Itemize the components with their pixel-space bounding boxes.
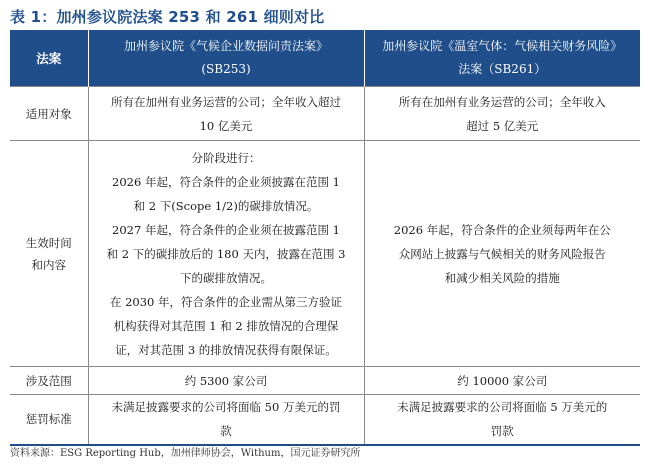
row-label-line: 涉及范围 xyxy=(25,373,72,388)
cell-sb261 xyxy=(364,87,640,141)
cell-line: 罚款 xyxy=(490,424,514,439)
cell-sb261 xyxy=(364,141,640,367)
cell-sb253 xyxy=(88,367,364,395)
row-label-line: 和内容 xyxy=(31,257,66,272)
row-label-line: 生效时间 xyxy=(25,235,72,250)
cell-sb253 xyxy=(88,87,364,141)
comparison-table xyxy=(10,30,640,446)
header-label: 法案 xyxy=(10,30,88,87)
cell-line: 未满足披露要求的公司将面临 5 万美元的 xyxy=(397,400,608,415)
cell-line: 机构获得对其范围 1 和 2 排放情况的合理保 xyxy=(113,318,339,333)
cell-sb253 xyxy=(88,395,364,445)
table-title: 表 1：加州参议院法案 253 和 261 细则对比 xyxy=(10,8,325,26)
header-sb253-line: 加州参议院《气候企业数据问责法案》 xyxy=(123,39,328,53)
table-row xyxy=(10,87,640,141)
source-note: 资料来源：ESG Reporting Hub，加州律师协会，Withum，国元证券研究所 xyxy=(10,448,361,459)
table-header-row xyxy=(10,30,640,87)
cell-line: 约 5300 家公司 xyxy=(184,373,268,388)
cell-sb253 xyxy=(88,141,364,367)
header-sb253 xyxy=(88,30,364,87)
table-row xyxy=(10,141,640,367)
table-row xyxy=(10,395,640,445)
cell-line: 和 2 下(Scope 1/2)的碳排放情况。 xyxy=(133,198,319,213)
header-sb253-line: (SB253) xyxy=(201,62,251,76)
cell-line: 证，对其范围 3 的排放情况获得有限保证。 xyxy=(115,342,337,357)
cell-line: 2026 年起，符合条件的企业须每两年在公 xyxy=(393,222,611,237)
cell-line: 未满足披露要求的公司将面临 50 万美元的罚 xyxy=(111,400,341,415)
row-label xyxy=(10,141,88,367)
header-sb261 xyxy=(364,30,640,87)
cell-line: 在 2030 年，符合条件的企业需从第三方验证 xyxy=(109,294,343,309)
cell-line: 所有在加州有业务运营的公司；全年收入超过 xyxy=(111,94,341,109)
row-label xyxy=(10,367,88,395)
cell-sb261 xyxy=(364,367,640,395)
cell-sb261 xyxy=(364,395,640,445)
cell-line: 和减少相关风险的措施 xyxy=(444,270,560,285)
header-sb261-line: 加州参议院《温室气体：气候相关财务风险》 xyxy=(382,39,623,53)
cell-line: 分阶段进行： xyxy=(191,150,261,165)
cell-line: 2027 年起，符合条件的企业须在披露范围 1 xyxy=(112,222,340,237)
cell-line: 和 2 下的碳排放后的 180 天内，披露在范围 3 xyxy=(106,246,346,261)
row-label-line: 适用对象 xyxy=(25,106,72,121)
cell-line: 约 10000 家公司 xyxy=(457,373,548,388)
cell-line: 10 亿美元 xyxy=(199,118,253,133)
cell-line: 下的碳排放情况。 xyxy=(180,270,272,285)
row-label xyxy=(10,395,88,445)
table-row xyxy=(10,367,640,395)
header-sb261-line: 法案（SB261） xyxy=(458,62,547,76)
cell-line: 超过 5 亿美元 xyxy=(466,118,539,133)
row-label xyxy=(10,87,88,141)
cell-line: 2026 年起，符合条件的企业须披露在范围 1 xyxy=(112,174,340,189)
row-label-line: 惩罚标准 xyxy=(25,412,72,427)
cell-line: 所有在加州有业务运营的公司；全年收入 xyxy=(398,94,606,109)
cell-line: 款 xyxy=(220,424,232,439)
cell-line: 众网站上披露与气候相关的财务风险报告 xyxy=(398,246,606,261)
